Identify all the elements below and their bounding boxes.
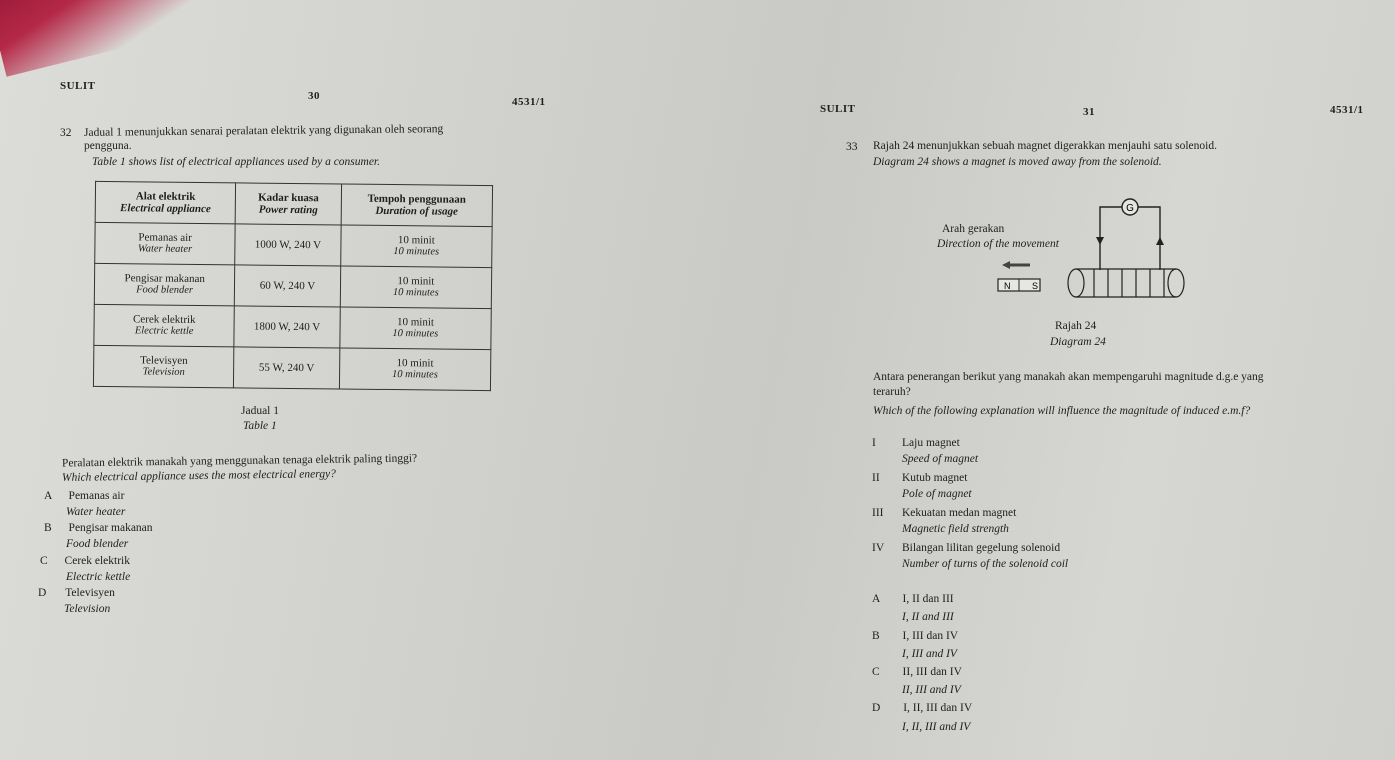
- table-row: [94, 304, 491, 349]
- solenoid-coil-turns: [1094, 269, 1164, 297]
- statement-iv-en: Number of turns of the solenoid coil: [902, 558, 1069, 570]
- q33-text-en: Diagram 24 shows a magnet is moved away from the solenoid.: [873, 156, 1162, 168]
- q32-text-en: Table 1 shows list of electrical appliances used by a consumer.: [92, 156, 381, 168]
- page-number-left: 30: [308, 90, 320, 102]
- current-arrow-down-icon: [1096, 237, 1104, 245]
- option-letter: A: [872, 593, 880, 605]
- binder-corner-decoration: [0, 0, 259, 77]
- circuit-wire: [1100, 207, 1160, 270]
- table-cell-appliance: Televisyen Television: [93, 345, 234, 387]
- diagram-caption-en: Diagram 24: [1050, 336, 1106, 348]
- q33-option-a[interactable]: [872, 593, 954, 605]
- diagram-caption-ms: Rajah 24: [1055, 320, 1097, 332]
- solenoid-end-left: [1068, 269, 1084, 297]
- q32-option-a[interactable]: [44, 490, 124, 502]
- table-cell-appliance: Cerek elektrik Electric kettle: [94, 304, 235, 346]
- table-cell-appliance: Pemanas air Water heater: [95, 222, 236, 264]
- q32-question-ms: Peralatan elektrik manakah yang menggunakan tenaga elektrik paling tinggi?: [61, 452, 418, 470]
- header-sulit-left: SULIT: [60, 80, 96, 92]
- q32-number: 32: [60, 127, 72, 139]
- statement-iv-ms: Bilangan lilitan gegelung solenoid: [902, 542, 1061, 554]
- statement-i-ms: Laju magnet: [902, 437, 960, 449]
- paper-code-right: 4531/1: [1330, 104, 1364, 116]
- q32-option-d-en: Television: [64, 603, 111, 615]
- option-text-ms: Pengisar makanan: [68, 522, 153, 534]
- table-cell-duration: 10 minit 10 minutes: [340, 307, 492, 350]
- page-number-right: 31: [1083, 106, 1095, 118]
- current-arrow-up-icon: [1156, 237, 1164, 245]
- header-sulit-right: SULIT: [820, 103, 856, 115]
- q32-option-a-en: Water heater: [66, 506, 126, 518]
- option-letter: C: [40, 555, 48, 567]
- table-header-cell: Alat elektrik Electrical appliance: [95, 181, 236, 223]
- galvanometer-label: G: [1126, 203, 1134, 214]
- option-letter: B: [872, 630, 880, 642]
- q32-option-c[interactable]: [40, 555, 130, 567]
- q33-option-a-en: I, II and III: [902, 611, 954, 623]
- table-caption-en: Table 1: [243, 420, 277, 432]
- table-cell-appliance: Pengisar makanan Food blender: [94, 263, 235, 305]
- solenoid-diagram: [990, 195, 1190, 305]
- magnet-n-label: N: [1004, 281, 1011, 291]
- q33-question-en: Which of the following explanation will influence the magnitude of induced e.m.f?: [873, 405, 1251, 417]
- option-letter: D: [872, 702, 881, 714]
- table-cell-duration: 10 minit 10 minutes: [340, 225, 492, 268]
- table-cell-power: 1000 W, 240 V: [235, 224, 341, 266]
- q33-question-ms-line1: Antara penerangan berikut yang manakah akan mempengaruhi magnitude d.g.e yang: [873, 371, 1264, 383]
- table-row: [93, 345, 490, 390]
- option-letter: B: [44, 522, 52, 534]
- q32-question-en: Which electrical appliance uses the most electrical energy?: [61, 468, 336, 484]
- option-text-ms: Televisyen: [65, 587, 115, 599]
- appliance-table: [93, 181, 493, 391]
- table-row: [95, 222, 492, 267]
- magnet-s-label: S: [1032, 281, 1039, 291]
- option-text-ms: I, II dan III: [902, 593, 954, 605]
- q32-option-b[interactable]: [44, 522, 153, 534]
- statement-iii-numeral: III: [872, 507, 884, 519]
- table-cell-power: 60 W, 240 V: [235, 265, 341, 307]
- table-cell-power: 1800 W, 240 V: [234, 306, 340, 348]
- statement-ii-ms: Kutub magnet: [902, 472, 968, 484]
- table-row: [94, 263, 491, 308]
- diagram-label-ms: Arah gerakan: [942, 223, 1005, 235]
- statement-iii-en: Magnetic field strength: [902, 523, 1009, 535]
- table-header-row: [95, 181, 492, 226]
- option-text-ms: Pemanas air: [68, 490, 125, 502]
- q33-option-b[interactable]: [872, 630, 958, 642]
- option-text-ms: Cerek elektrik: [64, 555, 131, 567]
- table-cell-duration: 10 minit 10 minutes: [340, 266, 492, 309]
- table-cell-duration: 10 minit 10 minutes: [339, 348, 491, 391]
- q33-number: 33: [846, 141, 858, 153]
- statement-ii-en: Pole of magnet: [902, 488, 972, 500]
- option-text-ms: I, II, III dan IV: [903, 702, 973, 714]
- q32-option-d[interactable]: [38, 587, 115, 599]
- solenoid-end-right: [1168, 269, 1184, 297]
- q33-text-ms: Rajah 24 menunjukkan sebuah magnet digerakkan menjauhi satu solenoid.: [873, 140, 1217, 152]
- q32-option-b-en: Food blender: [66, 538, 129, 550]
- statement-iii-ms: Kekuatan medan magnet: [902, 507, 1017, 519]
- q32-text-ms-line2: pengguna.: [84, 140, 132, 152]
- statement-i-en: Speed of magnet: [902, 453, 979, 465]
- table-header-cell: Tempoh penggunaan Duration of usage: [341, 184, 493, 227]
- table-caption-ms: Jadual 1: [241, 405, 280, 417]
- q33-option-d[interactable]: [872, 702, 972, 714]
- q33-option-d-en: I, II, III and IV: [902, 721, 971, 733]
- option-letter: D: [38, 587, 47, 599]
- statement-ii-numeral: II: [872, 472, 880, 484]
- option-text-ms: I, III dan IV: [902, 630, 959, 642]
- paper-code-left: 4531/1: [512, 96, 546, 108]
- statement-i-numeral: I: [872, 437, 876, 449]
- q33-option-c-en: II, III and IV: [902, 684, 961, 696]
- option-text-ms: II, III dan IV: [902, 666, 962, 678]
- table-header-cell: Kadar kuasa Power rating: [235, 183, 341, 225]
- movement-arrowhead-icon: [1002, 261, 1010, 269]
- option-letter: A: [44, 490, 52, 502]
- q32-option-c-en: Electric kettle: [66, 571, 131, 583]
- q32-text-ms-line1: Jadual 1 menunjukkan senarai peralatan elektrik yang digunakan oleh seorang: [83, 123, 444, 139]
- q33-option-b-en: I, III and IV: [902, 648, 957, 660]
- diagram-label-en: Direction of the movement: [937, 238, 1059, 250]
- option-letter: C: [872, 666, 880, 678]
- table-cell-power: 55 W, 240 V: [234, 347, 340, 389]
- q33-option-c[interactable]: [872, 666, 962, 678]
- statement-iv-numeral: IV: [872, 542, 885, 554]
- q33-question-ms-line2: teraruh?: [873, 386, 911, 398]
